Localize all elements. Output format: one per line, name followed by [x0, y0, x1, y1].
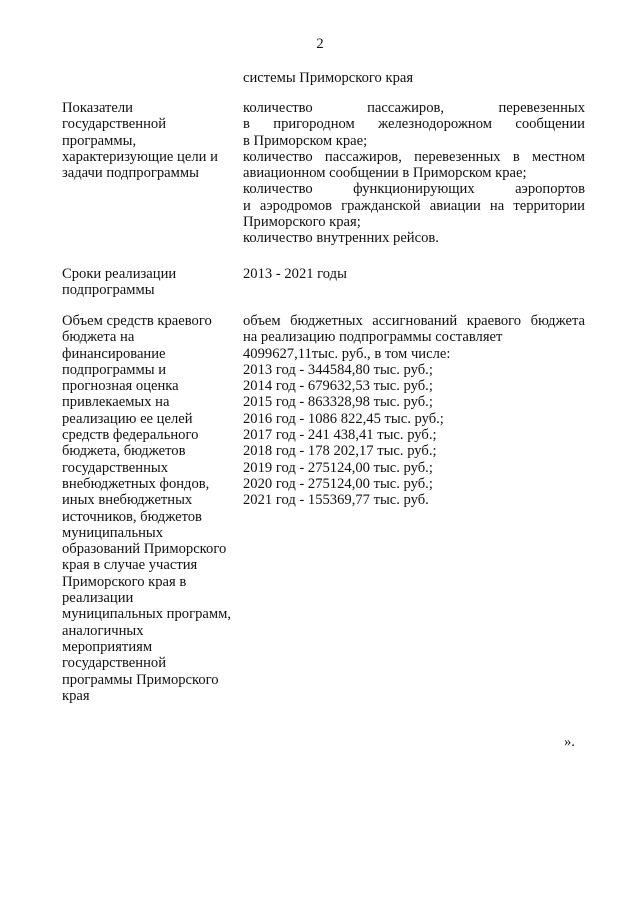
value-line: 2017 год - 241 438,41 тыс. руб.; — [243, 427, 437, 444]
value-line: объем бюджетных ассигнований краевого бюджета — [243, 313, 585, 329]
label-line: государственных — [62, 459, 169, 476]
label-line: иных внебюджетных — [62, 492, 193, 509]
value-line: и аэродромов гражданской авиации на территории — [243, 197, 585, 214]
value-line: 2014 год - 679632,53 тыс. руб.; — [243, 378, 433, 395]
label-line: подпрограммы — [62, 282, 155, 299]
page-number: 2 — [316, 36, 324, 52]
intro-line: системы Приморского края — [243, 70, 414, 86]
label-line: муниципальных программ, — [62, 606, 231, 623]
value-line: 4099627,11тыс. руб., в том числе: — [243, 345, 451, 362]
label-line: задачи подпрограммы — [62, 165, 199, 182]
label-line: образований Приморского — [62, 541, 227, 558]
label-line: программы, — [62, 132, 137, 149]
label-line: Объем средств краевого — [62, 313, 212, 329]
value-line: количество пассажиров, перевезенных — [243, 100, 585, 116]
value-line: авиационном сообщении в Приморском крае; — [243, 165, 527, 182]
label-line: реализацию ее целей — [62, 410, 193, 427]
label-line: прогнозная оценка — [62, 378, 179, 395]
value-line: количество пассажиров, перевезенных в местном — [243, 148, 585, 165]
value-line: 2019 год - 275124,00 тыс. руб.; — [243, 459, 433, 476]
label-line: привлекаемых на — [62, 394, 170, 411]
funding-value — [243, 313, 585, 509]
value-line: количество внутренних рейсов. — [243, 230, 439, 247]
label-line: подпрограммы и — [62, 361, 167, 378]
label-line: бюджета на — [62, 329, 135, 346]
value-line: 2018 год - 178 202,17 тыс. руб.; — [243, 443, 437, 460]
indicators-label — [62, 100, 237, 181]
label-line: бюджета, бюджетов — [62, 443, 186, 460]
label-line: государственной — [62, 655, 167, 672]
value-line: 2015 год - 863328,98 тыс. руб.; — [243, 394, 433, 411]
value-line: 2013 - 2021 годы — [243, 266, 347, 282]
value-line: 2016 год - 1086 822,45 тыс. руб.; — [243, 410, 444, 427]
value-line: 2021 год - 155369,77 тыс. руб. — [243, 492, 429, 509]
value-line: 2020 год - 275124,00 тыс. руб.; — [243, 475, 433, 492]
value-line: на реализацию подпрограммы составляет — [243, 329, 503, 346]
closing-quote: ». — [564, 734, 575, 750]
label-line: характеризующие цели и — [62, 148, 218, 165]
label-line: государственной — [62, 116, 167, 133]
label-line: мероприятиям — [62, 638, 153, 655]
period-value — [243, 266, 585, 282]
value-line: Приморского края; — [243, 214, 361, 231]
label-line: источников, бюджетов — [62, 508, 202, 525]
label-line: программы Приморского — [62, 671, 219, 688]
label-line: Сроки реализации — [62, 266, 177, 282]
label-line: муниципальных — [62, 524, 164, 541]
label-line: финансирование — [62, 345, 166, 362]
period-label — [62, 266, 237, 299]
label-line: Приморского края в — [62, 573, 187, 590]
funding-label — [62, 313, 237, 704]
value-line: количество функционирующих аэропортов — [243, 181, 585, 198]
label-line: реализации — [62, 590, 134, 607]
label-line: внебюджетных фондов, — [62, 475, 210, 492]
label-line: средств федерального — [62, 427, 199, 444]
label-line: Показатели — [62, 100, 133, 116]
indicators-value — [243, 100, 585, 247]
value-line: в Приморском крае; — [243, 132, 368, 149]
label-line: края — [62, 687, 90, 704]
label-line: края в случае участия — [62, 557, 198, 574]
value-line: в пригородном железнодорожном сообщении — [243, 116, 585, 133]
label-line: аналогичных — [62, 622, 144, 639]
value-line: 2013 год - 344584,80 тыс. руб.; — [243, 361, 433, 378]
